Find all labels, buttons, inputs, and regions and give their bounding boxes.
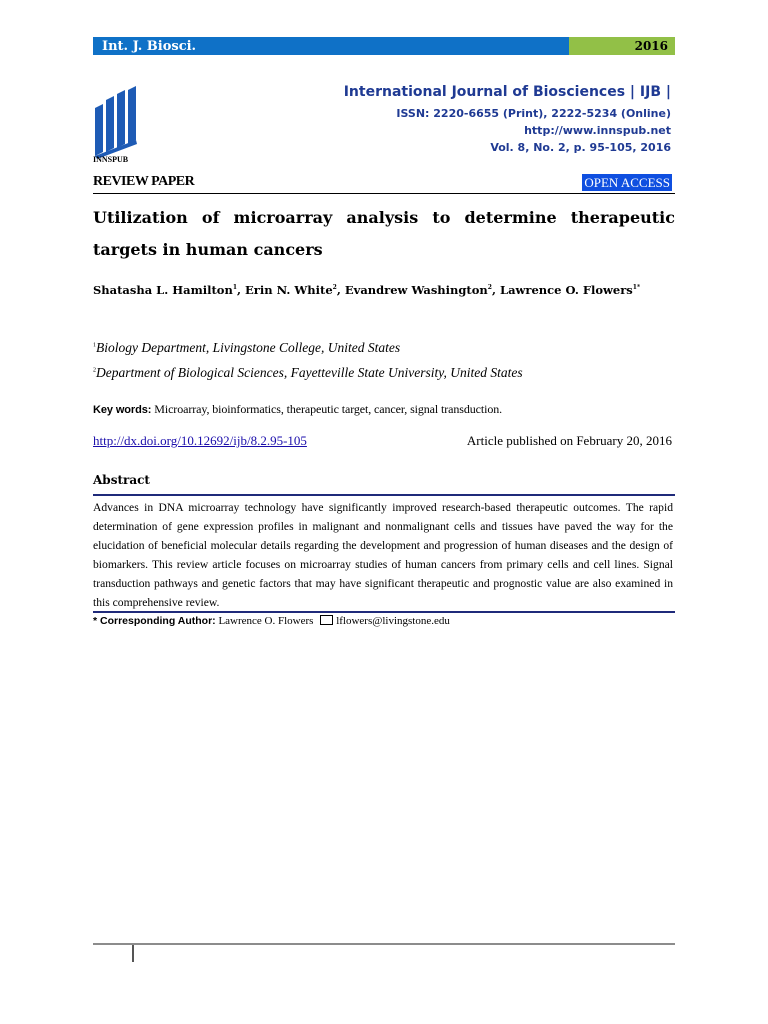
open-access-badge: OPEN ACCESS <box>584 175 670 190</box>
affiliation-sup: 1 <box>93 342 96 349</box>
published-date: Article published on February 20, 2016 <box>466 433 672 448</box>
author-name: Evandrew Washington <box>344 282 488 297</box>
header-year: 2016 <box>634 39 668 53</box>
header-year-bar <box>569 37 675 55</box>
corresponding-name: Lawrence O. Flowers <box>218 615 314 627</box>
keywords-label: Key words: <box>93 404 152 416</box>
journal-volume: Vol. 8, No. 2, p. 95-105, 2016 <box>490 141 671 154</box>
envelope-icon <box>320 615 333 625</box>
affiliation <box>93 340 400 356</box>
author-list: Shatasha L. Hamilton$^1$, Erin N. White$^2$, Evandrew Washington$^2$, Lawrence O. Flowers$^{1*}$ <box>93 282 641 297</box>
footer-rule <box>93 943 675 945</box>
innspub-logo-icon <box>93 86 153 166</box>
affiliation-text: Biology Department, Livingstone College, United States <box>96 340 401 355</box>
affiliation-text: Department of Biological Sciences, Fayetteville State University, United States <box>96 365 523 380</box>
journal-title: International Journal of Biosciences | IJB | <box>343 84 671 100</box>
header-journal-short: Int. J. Biosci. <box>102 39 197 54</box>
keywords-text: Microarray, bioinformatics, therapeutic target, cancer, signal transduction. <box>154 402 503 416</box>
paper-type: REVIEW PAPER <box>93 174 195 189</box>
article-title: Utilization of microarray analysis to determine therapeutic targets in human cancers <box>93 208 675 259</box>
journal-issn: ISSN: 2220-6655 (Print), 2222-5234 (Online) <box>396 107 671 120</box>
author-sup: 2 <box>332 284 337 291</box>
footer-tick <box>132 945 134 962</box>
header-journal-bar <box>93 37 569 55</box>
logo-text: INNSPUB <box>93 155 129 164</box>
affiliation <box>93 365 523 381</box>
divider <box>93 494 675 496</box>
corresponding-label: * Corresponding Author: <box>93 615 216 627</box>
divider <box>93 611 675 613</box>
abstract-text: Advances in DNA microarray technology have significantly improved research-based therapeutic outcomes. The rapid determination of gene expression profiles in malignant and nonmalignant cells and tissues have paved the way for the elucidation of beneficial molecular details regarding the development and progression of human diseases and the design of biomarkers. This review article focuses on microarray studies of human cancers from primary cells and cell lines. Signal transduction pathways and genetic factors that may have significant therapeutic and prognostic value are also examined in this comprehensive review. <box>93 501 673 609</box>
journal-url-link[interactable]: http://www.innspub.net <box>524 124 671 137</box>
author-sup: 2 <box>487 284 492 291</box>
corresponding-author <box>93 614 450 627</box>
divider <box>93 193 675 194</box>
author-sup: 1* <box>632 284 641 291</box>
keywords <box>93 402 502 417</box>
affiliation-sup: 2 <box>93 367 96 374</box>
author-name: Erin N. White <box>245 282 333 297</box>
author-name: Shatasha L. Hamilton <box>93 282 233 297</box>
corresponding-email[interactable]: lflowers@livingstone.edu <box>336 615 450 627</box>
doi-link[interactable]: http://dx.doi.org/10.12692/ijb/8.2.95-105 <box>93 433 307 448</box>
author-sup: 1 <box>232 284 238 291</box>
abstract-heading: Abstract <box>93 473 150 487</box>
author-name: Lawrence O. Flowers <box>499 282 633 297</box>
